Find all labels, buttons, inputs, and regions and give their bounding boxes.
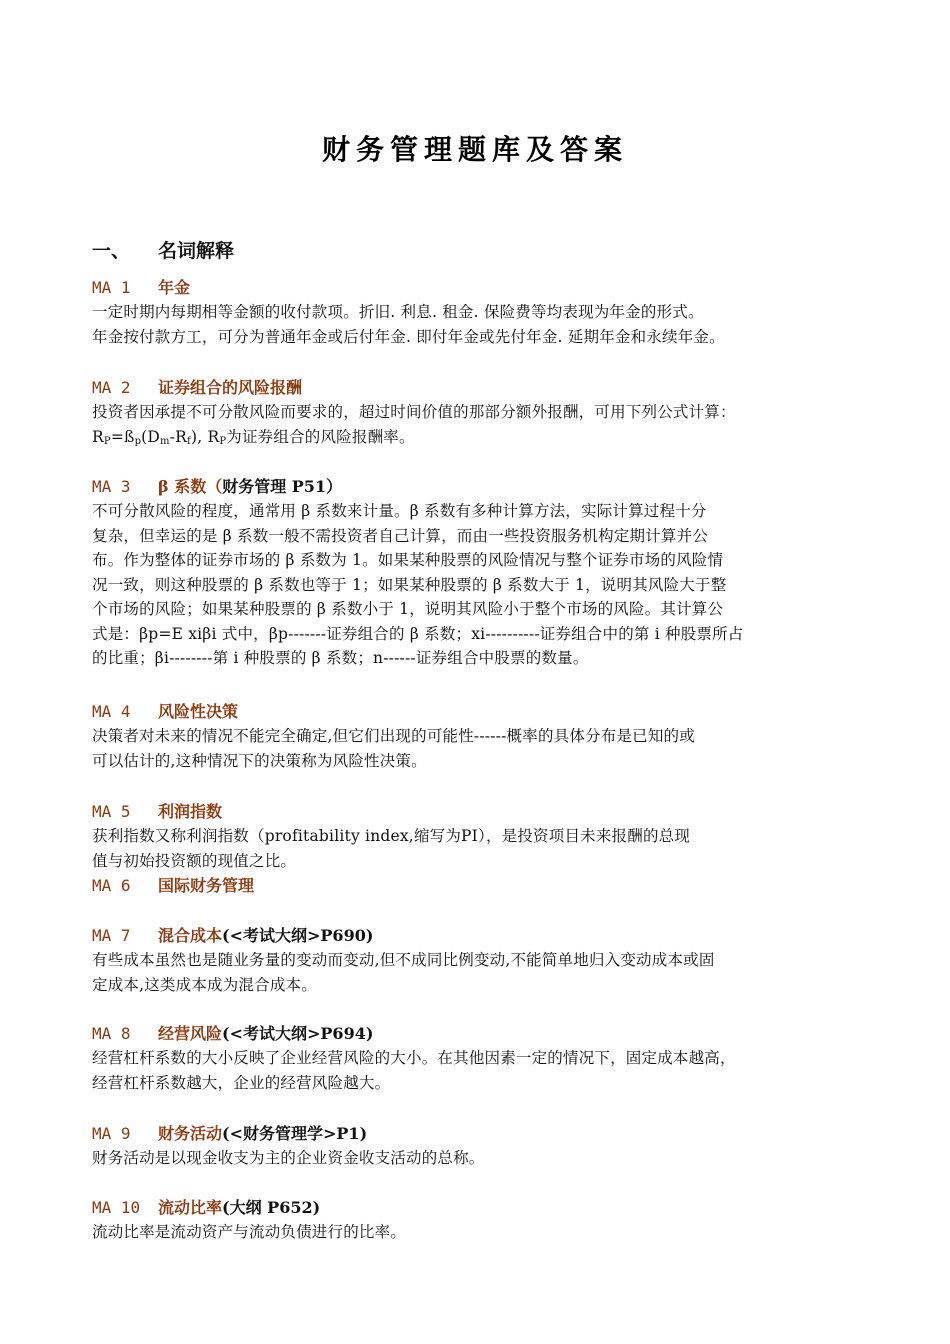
term-name: 国际财务管理	[158, 876, 255, 895]
definition	[92, 400, 882, 454]
entry-ma-10	[92, 1196, 882, 1245]
definition	[92, 1146, 882, 1171]
definition-line: 不可分散风险的程度，通常用 β 系数来计量。β 系数有多种计算方法，实际计算过程十分	[92, 502, 707, 520]
term-heading	[92, 475, 882, 499]
entry-ma-7	[92, 924, 882, 997]
term-code: MA 4	[92, 702, 131, 721]
term-heading	[92, 924, 882, 948]
definition	[92, 300, 882, 349]
entry-ma-6	[92, 874, 882, 898]
definition-line: 财务活动是以现金收支为主的企业资金收支活动的总称。	[92, 1149, 485, 1167]
term-heading	[92, 1196, 882, 1220]
term-code: MA 2	[92, 378, 131, 397]
definition-line: 决策者对未来的情况不能完全确定,但它们出现的可能性------概率的具体分布是已知的或	[92, 727, 695, 745]
definition-line: 有些成本虽然也是随业务量的变动而变动,但不成同比例变动,不能简单地归入变动成本或固	[92, 951, 715, 969]
term-code: MA 1	[92, 278, 131, 297]
definition	[92, 499, 882, 671]
definition-line: 获利指数又称利润指数（profitability index,缩写为PI），是投资项目未来报酬的总现	[92, 827, 691, 845]
definition-line: 定成本,这类成本成为混合成本。	[92, 975, 317, 994]
term-heading	[92, 1022, 882, 1046]
term-source: 财务管理 P51）	[222, 477, 343, 496]
entry-ma-4	[92, 700, 882, 773]
formula-subscript: m	[160, 435, 170, 447]
definition-line: 布。作为整体的证券市场的 β 系数为 1。如果某种股票的风险情况与整个证券市场的风险情	[92, 551, 724, 569]
entry-ma-1	[92, 276, 882, 349]
term-name: 利润指数	[158, 802, 223, 821]
formula-part: ), R	[190, 427, 220, 446]
term-heading	[92, 700, 882, 724]
definition-line: 复杂，但幸运的是 β 系数一般不需投资者自己计算，而由一些投资服务机构定期计算并公	[92, 526, 709, 545]
definition-line: 经营杠杆系数越大，企业的经营风险越大。	[92, 1073, 391, 1092]
formula-subscript: P	[103, 435, 111, 447]
section-heading	[92, 236, 234, 263]
term-code: MA 6	[92, 876, 131, 895]
formula-part: -R	[169, 427, 188, 446]
definition	[92, 824, 882, 873]
definition-line: 流动比率是流动资产与流动负债进行的比率。	[92, 1223, 407, 1241]
entry-ma-2	[92, 376, 882, 454]
term-name: 流动比率	[158, 1198, 223, 1217]
formula-line	[92, 425, 882, 455]
term-source: (大纲 P652)	[222, 1198, 321, 1217]
definition-line: 可以估计的,这种情况下的决策称为风险性决策。	[92, 751, 427, 770]
document-title: 财务管理题库及答案	[321, 133, 628, 166]
term-name: 财务活动	[158, 1124, 223, 1143]
term-source: (<财务管理学>P1)	[222, 1124, 368, 1143]
definition-line: 经营杠杆系数的大小反映了企业经营风险的大小。在其他因素一定的情况下，固定成本越高，	[92, 1049, 736, 1067]
section-number: 一、	[92, 240, 131, 262]
term-heading	[92, 376, 882, 400]
term-name: 证券组合的风险报酬	[158, 378, 303, 397]
term-name: 年金	[158, 278, 191, 297]
definition-line: 个市场的风险；如果某种股票的 β 系数小于 1，说明其风险小于整个市场的风险。其计算公	[92, 600, 724, 618]
formula-subscript: p	[134, 435, 142, 447]
term-code: MA 8	[92, 1024, 131, 1043]
formula-part: R	[92, 427, 104, 446]
formula-part: 为证券组合的风险报酬率。	[226, 427, 415, 446]
term-code: MA 10	[92, 1198, 141, 1217]
term-source: (<考试大纲>P694)	[222, 1024, 374, 1043]
definition-line: 式是：βp=E xiβi 式中，βp-------证券组合的 β 系数；xi----------证券组合中的第 i 种股票所占	[92, 624, 744, 643]
term-name: 经营风险	[158, 1024, 223, 1043]
definition-line: 投资者因承提不可分散风险而要求的，超过时间价值的那部分额外报酬，可用下列公式计算：	[92, 403, 736, 421]
definition-line: 一定时期内每期相等金额的收付款项。折旧. 利息. 租金. 保险费等均表现为年金的形式。	[92, 303, 704, 321]
term-code: MA 7	[92, 926, 131, 945]
term-name: 风险性决策	[158, 702, 239, 721]
term-source: (<考试大纲>P690)	[222, 926, 374, 945]
definition-line: 的比重；βi--------第 i 种股票的 β 系数；n------证券组合中股票的数量。	[92, 649, 589, 667]
formula-part: =ß	[110, 427, 135, 446]
term-code: MA 9	[92, 1124, 131, 1143]
entry-ma-3	[92, 475, 882, 671]
term-heading	[92, 874, 882, 898]
term-code: MA 3	[92, 477, 131, 496]
definition	[92, 1046, 882, 1095]
definition-line: 年金按付款方工，可分为普通年金或后付年金. 即付年金或先付年金. 延期年金和永续年金。	[92, 327, 725, 346]
formula-subscript: P	[219, 435, 227, 447]
definition-line: 值与初始投资额的现值之比。	[92, 851, 297, 870]
formula-subscript: f	[187, 435, 191, 447]
section-label: 名词解释	[158, 240, 235, 262]
entry-ma-5	[92, 800, 882, 873]
term-heading	[92, 1122, 882, 1146]
term-name: 混合成本	[158, 926, 223, 945]
definition	[92, 1220, 882, 1245]
term-code: MA 5	[92, 802, 131, 821]
definition	[92, 724, 882, 773]
definition-line: 况一致，则这种股票的 β 系数也等于 1；如果某种股票的 β 系数大于 1，说明其风险大于整	[92, 575, 727, 594]
formula-part: (D	[141, 427, 161, 446]
term-heading	[92, 800, 882, 824]
definition	[92, 948, 882, 997]
entry-ma-8	[92, 1022, 882, 1095]
term-heading	[92, 276, 882, 300]
entry-ma-9	[92, 1122, 882, 1171]
term-name: β 系数（	[158, 477, 223, 496]
